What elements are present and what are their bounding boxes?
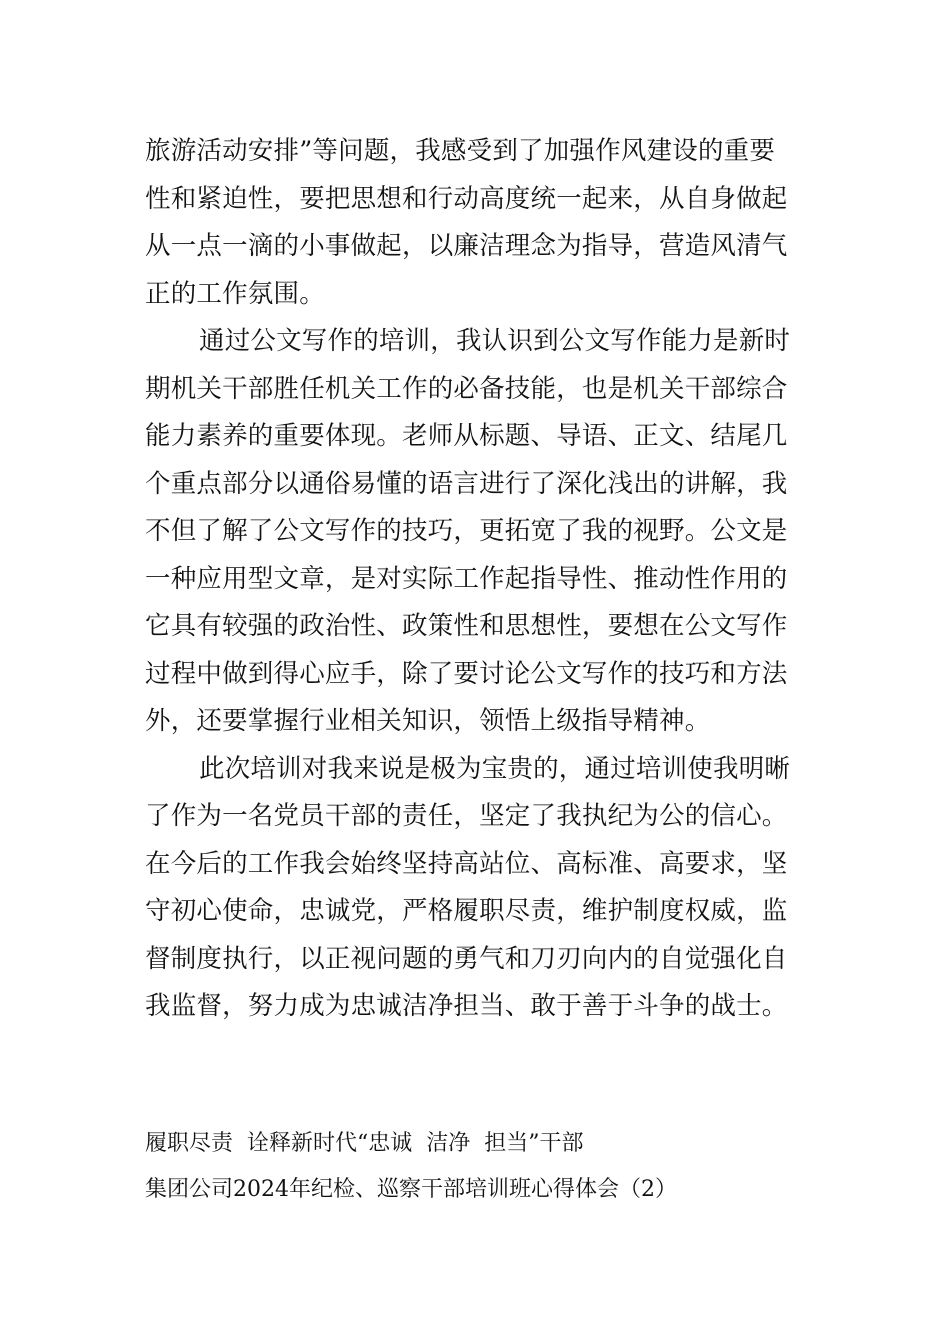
paragraph-1-line-3: 从一点一滴的小事做起，以廉洁理念为指导，营造风清气 bbox=[145, 231, 788, 261]
paragraph-2-line-6: 一种应用型文章，是对实际工作起指导性、推动性作用的 bbox=[145, 563, 788, 594]
paragraph-3-line-6: 我监督，努力成为忠诚洁净担当、敢于善于斗争的战士。 bbox=[145, 991, 788, 1021]
body-text bbox=[145, 128, 805, 1031]
paragraph-2-line-8: 过程中做到得心应手，除了要讨论公文写作的技巧和方法 bbox=[145, 658, 788, 689]
document-footer bbox=[145, 1121, 825, 1213]
paragraph-2-line-1: 通过公文写作的培训，我认识到公文写作能力是新时 bbox=[199, 326, 791, 356]
paragraph-3-line-1: 此次培训对我来说是极为宝贵的，通过培训使我明晰 bbox=[199, 753, 791, 784]
paragraph-3-line-5: 督制度执行，以正视问题的勇气和刀刃向内的自觉强化自 bbox=[145, 943, 788, 974]
paragraph-2-line-2: 期机关干部胜任机关工作的必备技能，也是机关干部综合 bbox=[145, 373, 788, 404]
paragraph-3-line-2: 了作为一名党员干部的责任，坚定了我执纪为公的信心。 bbox=[145, 801, 788, 831]
paragraph-1-line-4: 正的工作氛围。 bbox=[145, 278, 325, 309]
paragraph-2-line-3: 能力素养的重要体现。老师从标题、导语、正文、结尾几 bbox=[145, 421, 788, 451]
article-subtitle: 集团公司2024年纪检、巡察干部培训班心得体会（2） bbox=[145, 1177, 677, 1202]
paragraph-1-line-1: 旅游活动安排”等问题，我感受到了加强作风建设的重要 bbox=[145, 136, 776, 166]
paragraph-2-line-5: 不但了解了公文写作的技巧，更拓宽了我的视野。公文是 bbox=[145, 516, 788, 546]
paragraph-3-line-3: 在今后的工作我会始终坚持高站位、高标准、高要求，坚 bbox=[145, 848, 788, 879]
paragraph-2-line-4: 个重点部分以通俗易懂的语言进行了深化浅出的讲解，我 bbox=[145, 468, 788, 499]
paragraph-2-line-7: 它具有较强的政治性、政策性和思想性，要想在公文写作 bbox=[145, 611, 788, 641]
article-title: 履职尽责 诠释新时代“忠诚 洁净 担当”干部 bbox=[145, 1131, 584, 1156]
paragraph-3-line-4: 守初心使命，忠诚党，严格履职尽责，维护制度权威，监 bbox=[145, 896, 788, 926]
paragraph-2-line-9: 外，还要掌握行业相关知识，领悟上级指导精神。 bbox=[145, 706, 711, 736]
paragraph-1-line-2: 性和紧迫性，要把思想和行动高度统一起来，从自身做起 bbox=[145, 183, 788, 214]
